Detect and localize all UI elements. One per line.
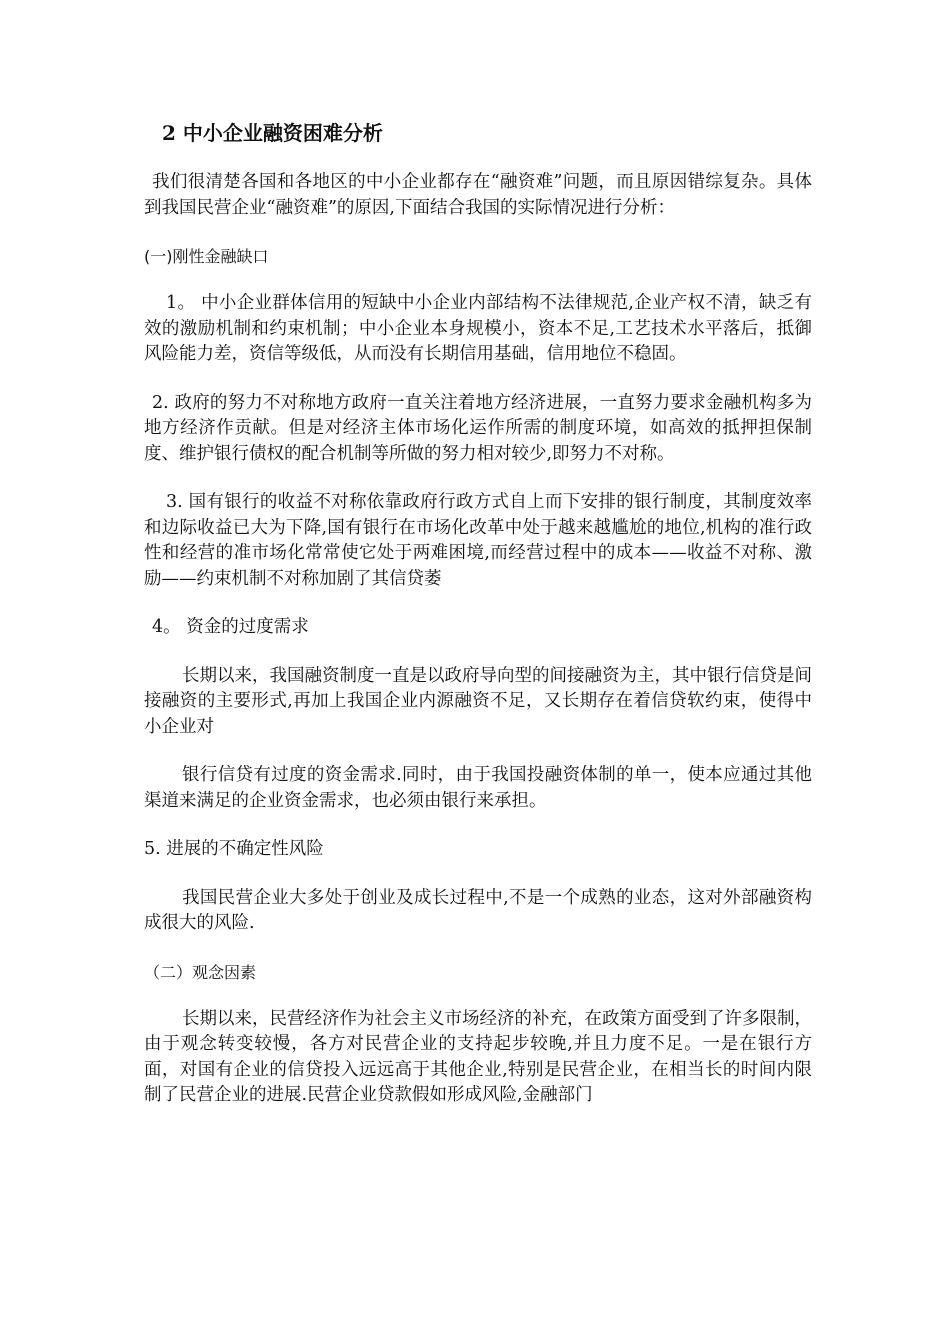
item3-paragraph: 3. 国有银行的收益不对称依靠政府行政方式自上而下安排的银行制度，其制度效率和边际收益已大为下降,国有银行在市场化改革中处于越来越尴尬的地位,机构的准行政性和经营的准市场化常常使它处于两难困境,而经营过程中的成本——收益不对称、激励——约束机制不对称加剧了其信贷萎 bbox=[144, 492, 812, 589]
section2-paragraph: 长期以来，民营经济作为社会主义市场经济的补充，在政策方面受到了许多限制，由于观念转变较慢，各方对民营企业的支持起步较晚,并且力度不足。一是在银行方面，对国有企业的信贷投入远远高于其他企业,特别是民营企业，在相当长的时间内限制了民营企业的进展.民营企业贷款假如形成风险,金融部门 bbox=[144, 1008, 812, 1105]
document-page bbox=[144, 118, 812, 1132]
item1-paragraph: 1。 中小企业群体信用的短缺中小企业内部结构不法律规范,企业产权不清，缺乏有效的激励机制和约束机制；中小企业本身规模小，资本不足,工艺技术水平落后，抵御风险能力差，资信等级低，从而没有长期信用基础，信用地位不稳固。 bbox=[144, 293, 812, 364]
item4-paragraph-2: 银行信贷有过度的资金需求.同时，由于我国投融资体制的单一，使本应通过其他渠道来满足的企业资金需求，也必须由银行来承担。 bbox=[144, 765, 812, 811]
item5-heading: 5. 进展的不确定性风险 bbox=[144, 839, 324, 859]
item5-paragraph: 我国民营企业大多处于创业及成长过程中,不是一个成熟的业态，这对外部融资构成很大的风险. bbox=[144, 887, 812, 933]
item4-heading: 4。 资金的过度需求 bbox=[152, 617, 309, 637]
section2-heading: （二）观念因素 bbox=[144, 962, 257, 982]
item4-paragraph-1: 长期以来，我国融资制度一直是以政府导向型的间接融资为主，其中银行信贷是间接融资的主要形式,再加上我国企业内源融资不足，又长期存在着信贷软约束，使得中小企业对 bbox=[144, 665, 812, 737]
item2-paragraph: 2. 政府的努力不对称地方政府一直关注着地方经济进展，一直努力要求金融机构多为地方经济作贡献。但是对经济主体市场化运作所需的制度环境，如高效的抵押担保制度、维护银行债权的配合机制等所做的努力相对较少,即努力不对称。 bbox=[144, 392, 812, 464]
section1-heading: (一)刚性金融缺口 bbox=[144, 247, 269, 266]
document-title: 2 中小企业融资困难分析 bbox=[162, 121, 383, 145]
intro-paragraph: 我们很清楚各国和各地区的中小企业都存在“融资难”问题，而且原因错综复杂。具体到我国民营企业“融资难”的原因,下面结合我国的实际情况进行分析： bbox=[144, 172, 812, 218]
